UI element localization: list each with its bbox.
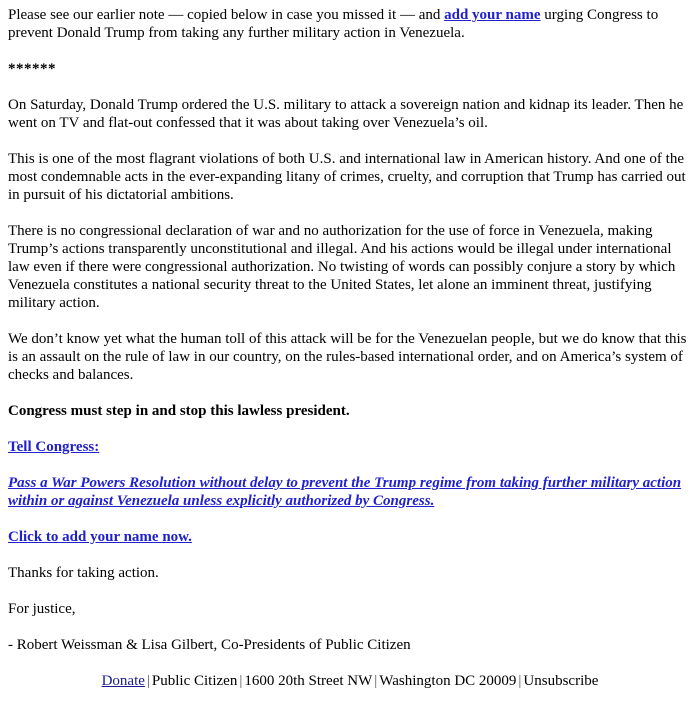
body-paragraph-4: We don’t know yet what the human toll of this attack will be for the Venezuelan people, but we do know that this is an assault on the rule of law in our country, on the rules-based international order, and on America’s system of checks and balances. (8, 331, 687, 383)
footer-org-name: Public Citizen (151, 673, 238, 689)
body-paragraph-2: This is one of the most flagrant violations of both U.S. and international law in American history. And one of the most condemnable acts in the ever-expanding litany of crimes, cruelty, and corruption that Trump has carried out in pursuit of his dictatorial ambitions. (8, 151, 686, 203)
war-powers-resolution-demand-link[interactable]: Pass a War Powers Resolution without delay to prevent the Trump regime from taking further military action within or against Venezuela unless explicitly authorized by Congress. (8, 475, 682, 509)
footer-separator-4: | (518, 673, 522, 689)
footer-street-address: 1600 20th Street NW (244, 673, 373, 689)
call-to-action-statement: Congress must step in and stop this lawless president. (8, 403, 350, 419)
add-your-name-link[interactable]: add your name (444, 7, 541, 23)
intro-paragraph (8, 6, 692, 42)
signature-line: - Robert Weissman & Lisa Gilbert, Co-Presidents of Public Citizen (8, 637, 411, 653)
footer-separator-2: | (239, 673, 243, 689)
donate-link[interactable]: Donate (101, 673, 145, 689)
unsubscribe-link[interactable]: Unsubscribe (523, 673, 599, 689)
asterisk-divider: ****** (8, 61, 56, 77)
intro-text-before-link: Please see our earlier note — copied below in case you missed it — and (8, 7, 445, 23)
closing-line: For justice, (8, 601, 76, 617)
intro-text-after-link: urging Congress to prevent Donald Trump from taking any further military action in Venezuela. (8, 7, 659, 41)
tell-congress-heading-wrap (8, 438, 692, 456)
footer-separator-3: | (374, 673, 378, 689)
footer-city-state-zip: Washington DC 20009 (379, 673, 517, 689)
email-footer (8, 672, 692, 690)
add-name-cta-wrap (8, 528, 692, 546)
body-paragraph-1: On Saturday, Donald Trump ordered the U.S. military to attack a sovereign nation and kidnap its leader. Then he went on TV and flat-out confessed that it was about taking over Venezuela’s oil. (8, 97, 684, 131)
demand-statement-wrap (8, 474, 692, 510)
footer-separator-1: | (146, 673, 150, 689)
thanks-line: Thanks for taking action. (8, 565, 159, 581)
tell-congress-heading-link[interactable]: Tell Congress: (8, 439, 100, 455)
click-to-add-your-name-link[interactable]: Click to add your name now. (8, 529, 192, 545)
body-paragraph-3: There is no congressional declaration of war and no authorization for the use of force in Venezuela, making Trump’s actions transparently unconstitutional and illegal. And his actions would be illegal under international law even if there were congressional authorization. No twisting of words can possibly conjure a story by which Venezuela constitutes a national security threat to the United States, let alone an imminent threat, justifying military action. (8, 223, 676, 311)
